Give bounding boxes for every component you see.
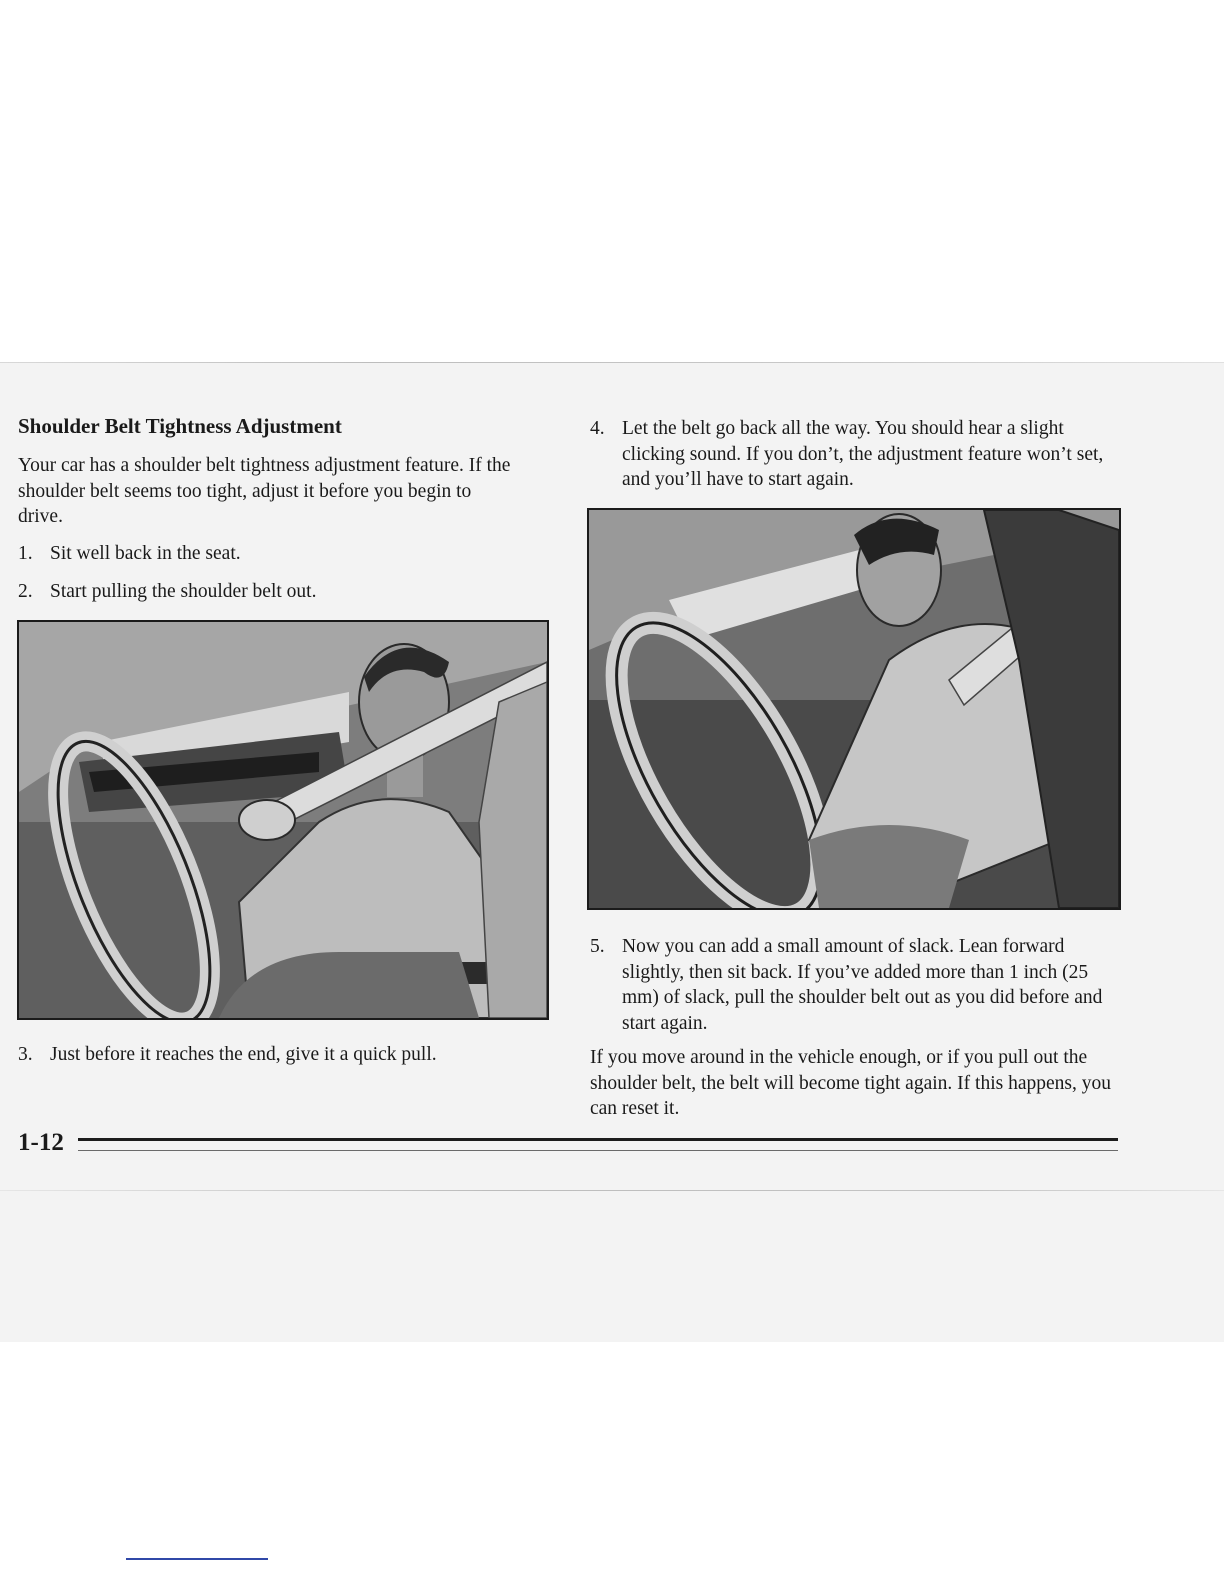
- step-number: 3.: [18, 1044, 33, 1065]
- footer-rule: [78, 1138, 1118, 1141]
- step-text: Start pulling the shoulder belt out.: [50, 581, 317, 602]
- underline-mark: [126, 1558, 268, 1560]
- step-3: [18, 1042, 558, 1068]
- scan-edge-bottom: [0, 1190, 1224, 1191]
- step-text: Now you can add a small amount of slack. Lean forward slightly, then sit back. If you’ve added more than 1 inch (25 mm) of slack, pull the shoulder belt out as you did before and start again.: [622, 936, 1103, 1034]
- step-text: Just before it reaches the end, give it a quick pull.: [50, 1044, 437, 1065]
- illustration-belt-retracting: [587, 508, 1121, 910]
- step-number: 1.: [18, 543, 33, 564]
- section-heading: Shoulder Belt Tightness Adjustment: [18, 414, 342, 438]
- step-text: Sit well back in the seat.: [50, 543, 241, 564]
- illustration-drawing: [589, 510, 1119, 908]
- step-2: [18, 579, 538, 605]
- step-text: Let the belt go back all the way. You should hear a slight clicking sound. If you don’t, the adjustment feature won’t set, and you’ll have to start again.: [622, 418, 1104, 490]
- footer-rule-thin: [78, 1150, 1118, 1151]
- step-number: 5.: [590, 936, 605, 957]
- step-number: 2.: [18, 581, 33, 602]
- illustration-pulling-belt: [17, 620, 549, 1020]
- intro-paragraph: Your car has a shoulder belt tightness adjustment feature. If the shoulder belt seems too tight, adjust it before you begin to drive.: [18, 455, 511, 527]
- scan-edge-top: [0, 362, 1224, 363]
- step-4: [590, 416, 1110, 493]
- step-number: 4.: [590, 418, 605, 439]
- step-1: [18, 541, 538, 567]
- illustration-drawing: [19, 622, 547, 1018]
- step-5: [590, 934, 1120, 1036]
- page-number: 1-12: [18, 1129, 64, 1156]
- closing-paragraph: If you move around in the vehicle enough, or if you pull out the shoulder belt, the belt will become tight again. If this happens, you can reset it.: [590, 1047, 1111, 1119]
